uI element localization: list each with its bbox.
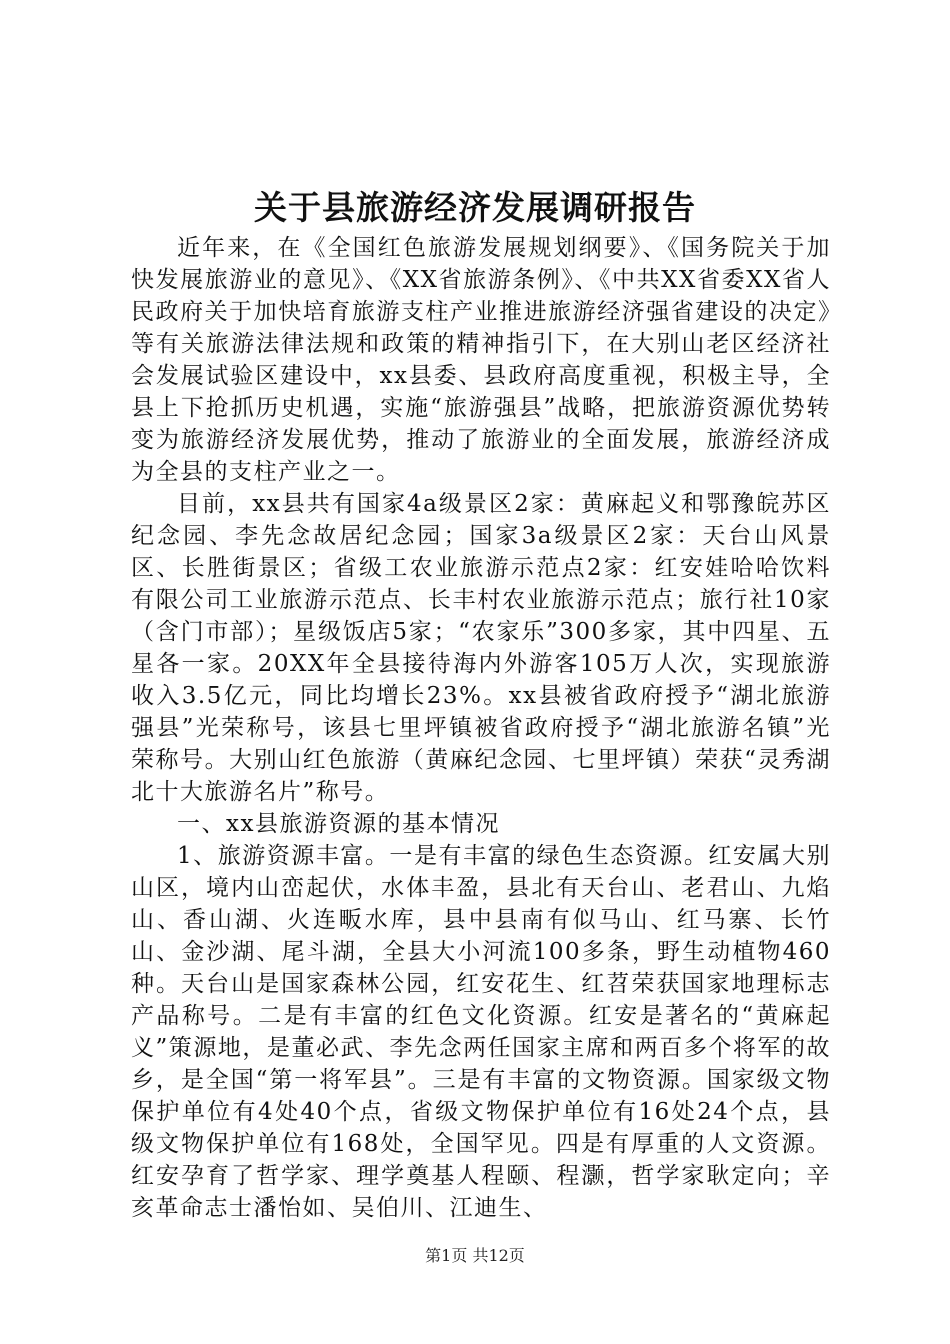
paragraph-resources: 1、旅游资源丰富。一是有丰富的绿色生态资源。红安属大别山区，境内山峦起伏，水体丰盈，县北有天台山、老君山、九焰山、香山湖、火连畈水库，县中县南有似马山、红马寨、长竹山、金沙湖、尾斗湖，全县大小河流100多条，野生动植物460种。天台山是国家森林公园，红安花生、红苕荣获国家地理标志产品称号。二是有丰富的红色文化资源。红安是著名的“黄麻起义”策源地，是董必武、李先念两任国家主席和两百多个将军的故乡，是全国“第一将军县”。三是有丰富的文物资源。国家级文物保护单位有4处40个点，省级文物保护单位有16处24个点，县级文物保护单位有168处，全国罕见。四是有厚重的人文资源。红安孕育了哲学家、理学奠基人程颐、程灏，哲学家耿定向；辛亥革命志士潘怡如、吴伯川、江迪生、 (131, 843, 831, 1221)
section-heading: 一、xx县旅游资源的基本情况 (177, 811, 500, 837)
document-title: 关于县旅游经济发展调研报告 (254, 188, 696, 227)
paragraph-intro: 近年来，在《全国红色旅游发展规划纲要》、《国务院关于加快发展旅游业的意见》、《XX省旅游条例》、《中共XX省委XX省人民政府关于加快培育旅游支柱产业推进旅游经济强省建设的决定》等有关旅游法律法规和政策的精神指引下，在大别山老区经济社会发展试验区建设中，xx县委、县政府高度重视，积极主导，全县上下抢抓历史机遇，实施“旅游强县”战略，把旅游资源优势转变为旅游经济发展优势，推动了旅游业的全面发展，旅游经济成为全县的支柱产业之一。 (131, 235, 831, 485)
paragraph-current-status: 目前，xx县共有国家4a级景区2家：黄麻起义和鄂豫皖苏区纪念园、李先念故居纪念园；国家3a级景区2家：天台山风景区、长胜街景区；省级工农业旅游示范点2家：红安娃哈哈饮料有限公司工业旅游示范点、长丰村农业旅游示范点；旅行社10家（含门市部）；星级饭店5家；“农家乐”300多家，其中四星、五星各一家。20XX年全县接待海内外游客105万人次，实现旅游收入3.5亿元，同比均增长23%。xx县被省政府授予“湖北旅游强县”光荣称号，该县七里坪镇被省政府授予“湖北旅游名镇”光荣称号。大别山红色旅游（黄麻纪念园、七里坪镇）荣获“灵秀湖北十大旅游名片”称号。 (131, 491, 831, 805)
page-footer: 第1页 共12页 (425, 1246, 525, 1265)
document-body (131, 232, 831, 1224)
